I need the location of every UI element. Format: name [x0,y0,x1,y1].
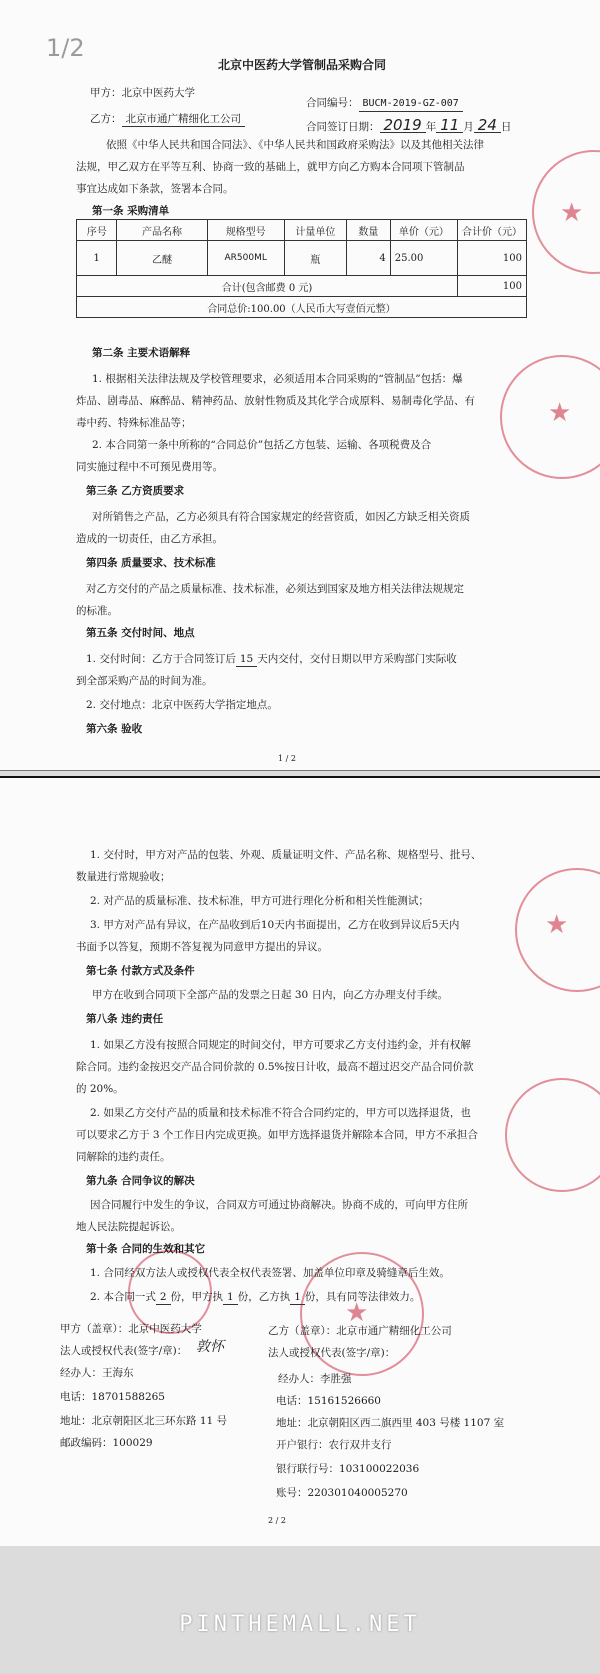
viewer-footer [0,1546,600,1674]
party-b-handler: 经办人：李胜强 [278,1373,352,1385]
article-5-line: 1. 交付时间：乙方于合同签订后 15 天内交付，交付日期以甲方采购部门实际收 [86,653,457,665]
subtotal-value: 100 [458,276,527,297]
article-2-line: 炸品、剧毒品、麻醉品、精神药品、放射性物质及其化学合成原料、易制毒化学品、有 [76,395,475,407]
article-10-title: 第十条 合同的生效和其它 [86,1243,206,1255]
article-7-title: 第七条 付款方式及条件 [86,965,195,977]
article-9-title: 第九条 合同争议的解决 [86,1175,195,1187]
party-b-account: 账号：220301040005270 [276,1487,408,1499]
article-10-line: 1. 合同经双方法人或授权代表全权代表签署、加盖单位印章及骑缝章后生效。 [90,1267,450,1279]
contract-page-2 [0,776,600,1548]
col-header: 合计价（元） [458,220,527,241]
cell-product: 乙醚 [117,241,207,276]
party-a-seal-line: 甲方（盖章）：北京中医药大学 [60,1323,202,1335]
party-b: 乙方： 北京市通广精细化工公司 [90,112,245,127]
subtotal-label: 合计(包含邮费 0 元) [77,276,458,297]
col-header: 序号 [77,220,117,241]
party-a-address: 地址：北京朝阳区北三环东路 11 号 [60,1415,228,1427]
article-6-line: 数量进行常规验收； [76,871,171,883]
article-2-line: 毒中药、特殊标准品等； [76,417,192,429]
table-total-row [77,297,527,318]
article-8-title: 第八条 违约责任 [86,1013,164,1025]
party-a-rep-line: 法人或授权代表(签字/章)： [60,1345,188,1357]
table-subtotal-row [77,276,527,297]
party-a-phone: 电话：18701588265 [60,1391,165,1403]
page-number: 2 / 2 [268,1516,286,1525]
party-b-address: 地址：北京朝阳区西二旗西里 403 号楼 1107 室 [276,1417,505,1429]
article-4-title: 第四条 质量要求、技术标准 [86,557,216,569]
col-header: 单价（元） [390,220,457,241]
intro-line-2: 法规，甲乙双方在平等互利、协商一致的基础上，就甲方向乙方购本合同项下管制品 [76,161,465,173]
party-a-postcode: 邮政编码：100029 [60,1437,153,1449]
article-8-line: 同解除的违约责任。 [76,1151,171,1163]
seal-star-icon: ★ [548,398,572,428]
article-4-line: 的标准。 [76,605,118,617]
sign-date: 合同签订日期： 2019 年 11 月 24 日 [306,116,512,134]
article-7-line: 甲方在收到合同项下全部产品的发票之日起 30 日内，向乙方办理支付手续。 [92,989,449,1001]
cell-price: 25.00 [390,241,457,276]
article-3-title: 第三条 乙方资质要求 [86,485,185,497]
col-header: 规格型号 [207,220,284,241]
article-6-title: 第六条 验收 [86,723,143,735]
party-a: 甲方：北京中医药大学 [90,87,195,99]
intro-line-1: 依照《中华人民共和国合同法》、《中华人民共和国政府采购法》以及其他相关法律 [106,139,484,151]
article-5-title: 第五条 交付时间、地点 [86,627,195,639]
article-3-line: 对所销售之产品，乙方必须具有符合国家规定的经营资质，如因乙方缺乏相关资质 [92,511,470,523]
article-10-line: 2. 本合同一式 2 份，甲方执 1 份，乙方执 1 份，具有同等法律效力。 [90,1291,421,1303]
article-9-line: 地人民法院提起诉讼。 [76,1221,181,1233]
article-6-line: 1. 交付时，甲方对产品的包装、外观、质量证明文件、产品名称、规格型号、批号、 [90,849,482,861]
article-1-title: 第一条 采购清单 [92,205,170,217]
article-2-line: 同实施过程中不可预见费用等。 [76,461,223,473]
article-8-line: 除合同。违约金按迟交产品合同价款的 0.5%按日计收，最高不超过迟交产品合同价款 [76,1061,474,1073]
article-6-line: 2. 对产品的质量标准、技术标准，甲方可进行理化分析和相关性能测试； [90,895,429,907]
article-8-line: 可以要求乙方于 3 个工作日内完成更换。如甲方选择退货并解除本合同，甲方不承担合 [76,1129,478,1141]
article-8-line: 2. 如果乙方交付产品的质量和技术标准不符合合同约定的，甲方可以选择退货，也 [90,1107,471,1119]
contract-total: 合同总价:100.00（人民币大写壹佰元整） [77,297,527,318]
seal-star-icon: ★ [345,1298,369,1328]
contract-page-1 [0,0,600,771]
party-b-seal-line: 乙方（盖章）：北京市通广精细化工公司 [268,1325,452,1337]
cell-line-total: 100 [458,241,527,276]
article-8-line: 的 20%。 [76,1083,124,1095]
article-9-line: 因合同履行中发生的争议，合同双方可通过协商解决。协商不成的，可向甲方住所 [90,1199,468,1211]
cell-index: 1 [77,241,117,276]
contract-number: 合同编号： BUCM-2019-GZ-007 [306,96,463,112]
page-number: 1 / 2 [278,754,296,763]
purchase-table [76,219,527,318]
party-a-signature: 敦怀 [196,1339,224,1355]
table-header-row [77,220,527,241]
contract-title: 北京中医药大学管制品采购合同 [218,58,387,72]
watermark-text: PINTHEMALL.NET [179,1612,421,1637]
party-b-bank: 开户银行：农行双井支行 [276,1439,392,1451]
article-6-line: 书面予以答复，预期不答复视为同意甲方提出的异议。 [76,941,328,953]
cell-qty: 4 [346,241,390,276]
article-4-line: 对乙方交付的产品之质量标准、技术标准，必须达到国家及地方相关法律法规规定 [86,583,464,595]
page-indicator: 1/2 [46,34,85,62]
article-5-line: 到全部采购产品的时间为准。 [76,675,213,687]
intro-line-3: 事宜达成如下条款，签署本合同。 [76,183,234,195]
party-b-bank-no: 银行联行号：103100022036 [276,1463,420,1475]
cell-unit: 瓶 [284,241,346,276]
seal-company [505,1078,600,1192]
article-2-title: 第二条 主要术语解释 [92,347,191,359]
cell-spec: AR500ML [207,241,284,276]
article-5-line: 2. 交付地点：北京中医药大学指定地点。 [86,699,278,711]
table-row [77,241,527,276]
article-2-line: 2. 本合同第一条中所称的“合同总价”包括乙方包装、运输、各项税费及合 [92,439,432,451]
party-b-phone: 电话：15161526660 [276,1395,381,1407]
article-2-line: 1. 根据相关法律法规及学校管理要求，必须适用本合同采购的“管制品”包括：爆 [92,373,463,385]
party-b-rep-line: 法人或授权代表(签字/章)： [268,1347,396,1359]
col-header: 计量单位 [284,220,346,241]
col-header: 数量 [346,220,390,241]
seal-star-icon: ★ [560,198,584,228]
article-3-line: 造成的一切责任，由乙方承担。 [76,533,223,545]
seal-star-icon: ★ [545,910,569,940]
article-8-line: 1. 如果乙方没有按照合同规定的时间交付，甲方可要求乙方支付违约金，并有权解 [90,1039,471,1051]
party-a-handler: 经办人：王海东 [60,1367,134,1379]
article-6-line: 3. 甲方对产品有异议，在产品收到后10天内书面提出，乙方在收到异议后5天内 [90,919,460,931]
col-header: 产品名称 [117,220,207,241]
